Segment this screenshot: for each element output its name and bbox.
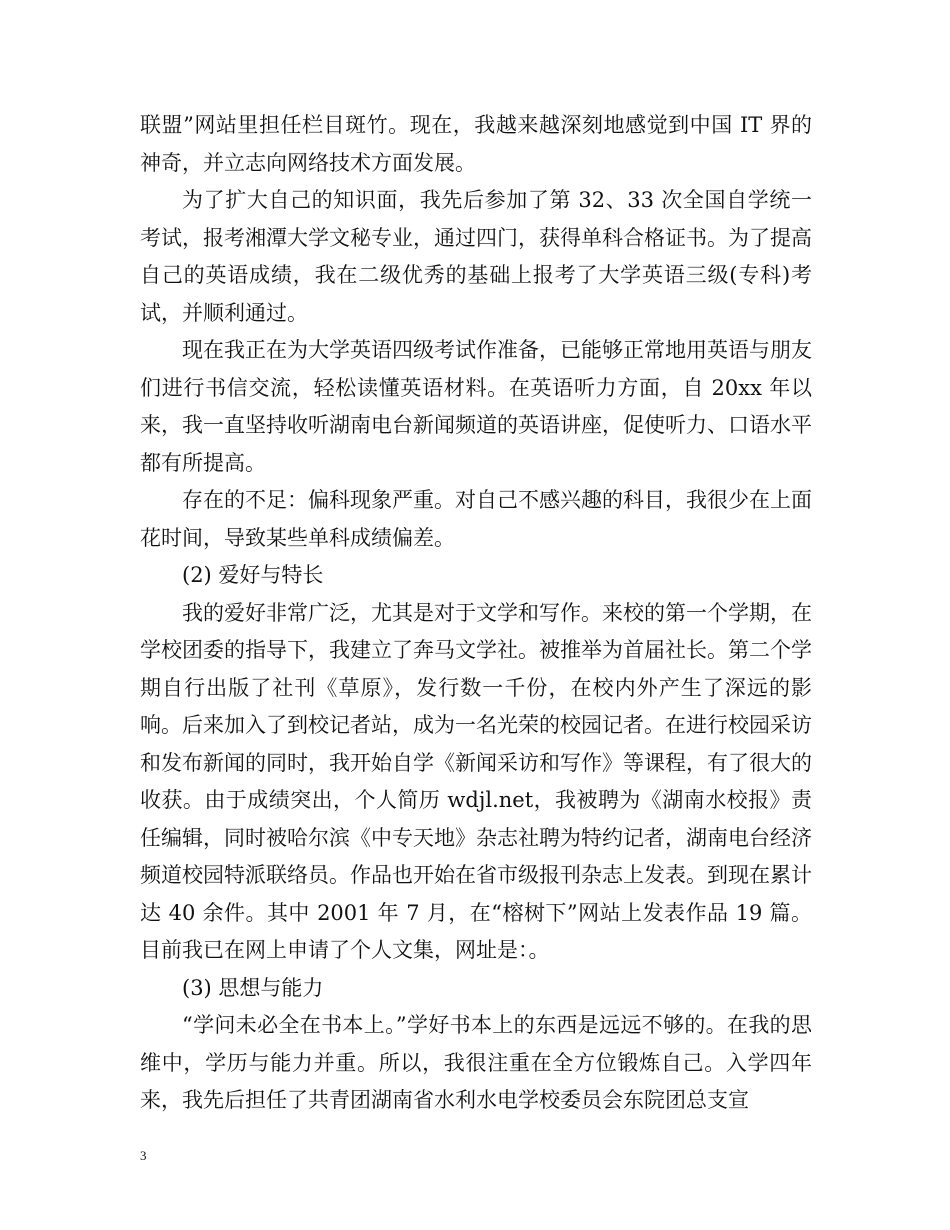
paragraph-4: 存在的不足：偏科现象严重。对自己不感兴趣的科目，我很少在上面花时间，导致某些单科成绩偏差。 xyxy=(140,488,812,550)
page-number: 3 xyxy=(140,1148,147,1163)
document-body xyxy=(140,107,812,1120)
section-heading-hobbies: (2) 爱好与特长 xyxy=(182,563,324,587)
paragraph-5: 我的爱好非常广泛，尤其是对于文学和写作。来校的第一个学期，在学校团委的指导下，我建立了奔马文学社。被推举为首届社长。第二个学期自行出版了社刊《草原》，发行数一千份，在校内外产生了深远的影响。后来加入了到校记者站，成为一名光荣的校园记者。在进行校园采访和发布新闻的同时，我开始自学《新闻采访和写作》等课程，有了很大的收获。由于成绩突出，个人简历 wdjl.net，我被聘为《湖南水校报》责任编辑，同时被哈尔滨《中专天地》杂志社聘为特约记者，湖南电台经济频道校园特派联络员。作品也开始在省市级报刊杂志上发表。到现在累计达 40 余件。其中 2001 年 7 月，在“榕树下”网站上发表作品 19 篇。目前我已在网上申请了个人文集，网址是：。 xyxy=(140,600,812,962)
paragraph-2: 为了扩大自己的知识面，我先后参加了第 32、33 次全国自学统一考试，报考湘潭大学文秘专业，通过四门，获得单科合格证书。为了提高自己的英语成绩，我在二级优秀的基础上报考了大学英语三级(专科)考试，并顺利通过。 xyxy=(140,188,812,325)
paragraph-3: 现在我正在为大学英语四级考试作准备，已能够正常地用英语与朋友们进行书信交流，轻松读懂英语材料。在英语听力方面，自 20xx 年以来，我一直坚持收听湖南电台新闻频道的英语讲座，促使听力、口语水平都有所提高。 xyxy=(140,338,812,475)
paragraph-6: “学问未必全在书本上。”学好书本上的东西是远远不够的。在我的思维中，学历与能力并重。所以，我很注重在全方位锻炼自己。入学四年来，我先后担任了共青团湖南省水利水电学校委员会东院团总支宣 xyxy=(140,1013,812,1112)
paragraph-1: 联盟”网站里担任栏目斑竹。现在，我越来越深刻地感觉到中国 IT 界的神奇，并立志向网络技术方面发展。 xyxy=(140,113,812,175)
section-heading-thinking: (3) 思想与能力 xyxy=(182,975,324,1000)
